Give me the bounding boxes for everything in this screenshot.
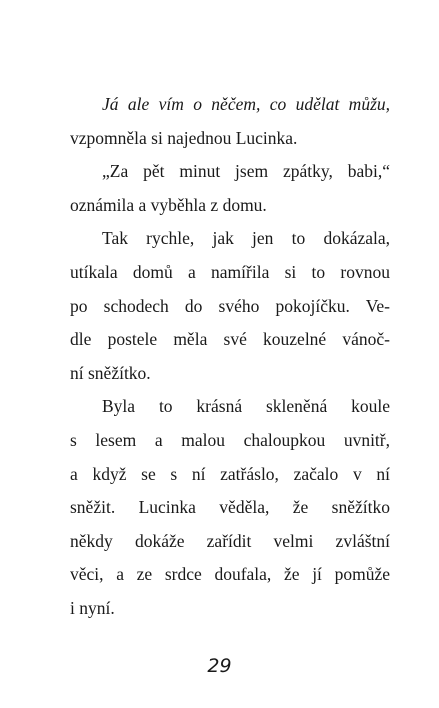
page-number: 29 [207,655,232,677]
text-line: a když se s ní zatřáslo, začalo v ní [70,463,390,484]
paragraph [70,155,390,222]
text-line: Byla to krásná skleněná koule [102,396,390,417]
text-line: dle postele měla své kouzelné vánoč- [70,329,390,350]
paragraph [70,390,390,625]
text-line: oznámila a vyběhla z domu. [70,194,267,215]
text-line: s lesem a malou chaloupkou uvnitř, [70,429,390,450]
text-line: věci, a ze srdce doufala, že jí pomůže [70,564,390,585]
text-line: po schodech do svého pokojíčku. Ve- [70,295,390,316]
paragraph [70,222,390,390]
text-line: Tak rychle, jak jen to dokázala, [102,228,390,249]
text-line: někdy dokáže zařídit velmi zvláštní [70,530,390,551]
paragraph [70,88,390,155]
text-line: utíkala domů a namířila si to rovnou [70,261,390,282]
text-line: i nyní. [70,597,115,618]
text-line: Já ale vím o něčem, co udělat můžu, [102,94,390,114]
text-line: sněžit. Lucinka věděla, že sněžítko [70,497,390,518]
text-line: vzpomněla si najednou Lucinka. [70,127,298,148]
body-text [70,88,390,626]
text-line: ní sněžítko. [70,362,151,383]
text-line: „Za pět minut jsem zpátky, babi,“ [102,161,390,182]
